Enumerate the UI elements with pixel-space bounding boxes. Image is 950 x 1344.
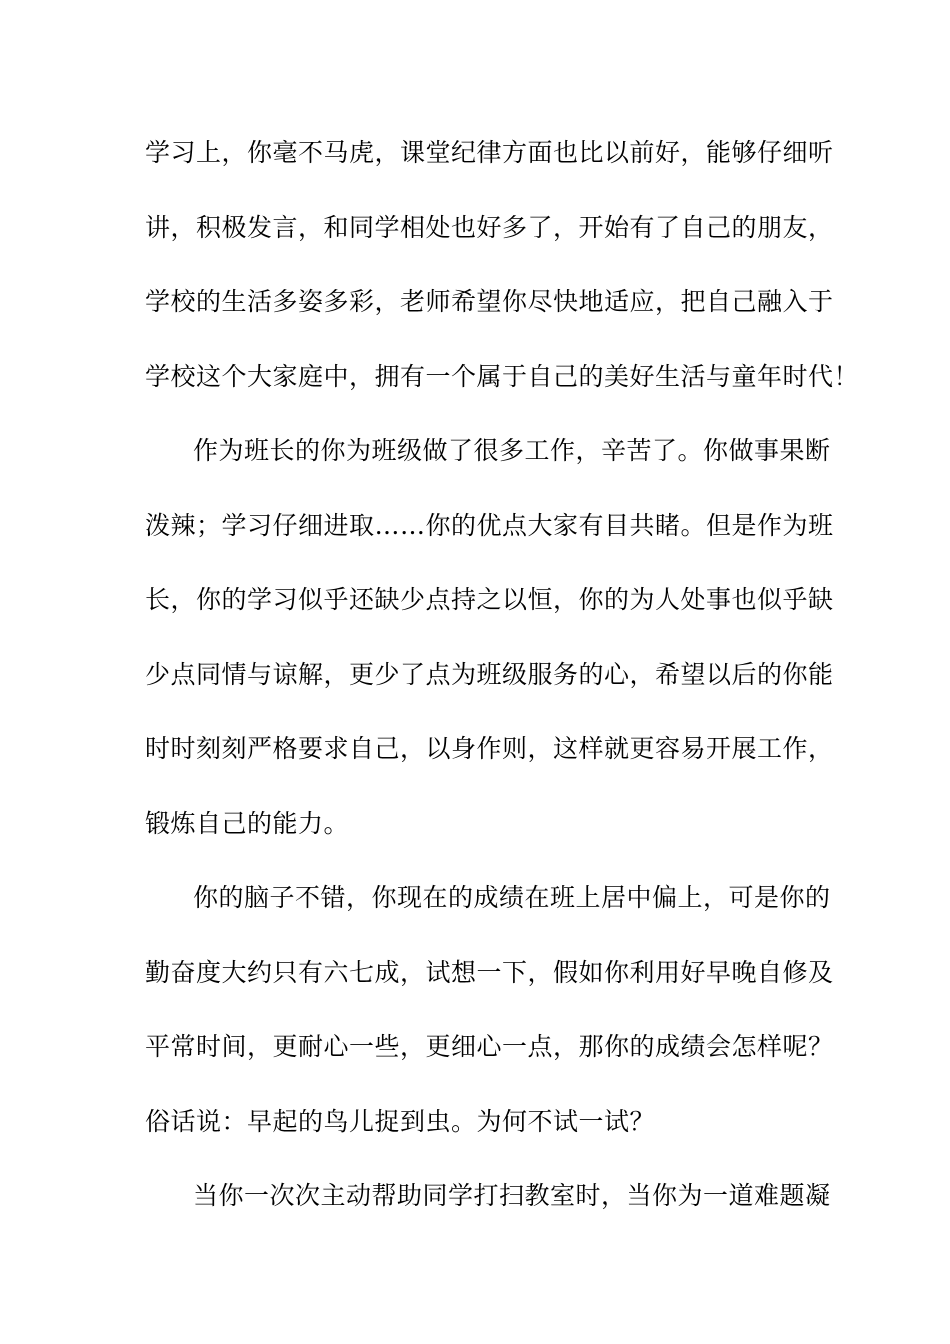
text-line-11: 你的脑子不错，你现在的成绩在班上居中偏上，可是你的 xyxy=(193,883,831,912)
text-line-4: 学校这个大家庭中，拥有一个属于自己的美好生活与童年时代！ xyxy=(145,361,860,391)
document-body xyxy=(145,128,860,1246)
text-line-13: 平常时间，更耐心一些，更细心一点，那你的成绩会怎样呢？ xyxy=(145,1032,834,1061)
text-line-8: 少点同情与谅解，更少了点为班级服务的心，希望以后的你能 xyxy=(145,659,834,689)
text-line-12: 勤奋度大约只有六七成，试想一下，假如你利用好早晚自修及 xyxy=(145,957,834,987)
text-line-10: 锻炼自己的能力。 xyxy=(145,808,350,838)
text-line-6: 泼辣；学习仔细进取……你的优点大家有目共睹。但是作为班 xyxy=(145,510,834,540)
text-line-3: 学校的生活多姿多彩，老师希望你尽快地适应，把自己融入于 xyxy=(145,287,834,316)
text-line-14: 俗话说：早起的鸟儿捉到虫。为何不试一试？ xyxy=(145,1106,656,1136)
text-line-5: 作为班长的你为班级做了很多工作，辛苦了。你做事果断 xyxy=(193,436,831,465)
text-line-1: 学习上，你毫不马虎，课堂纪律方面也比以前好，能够仔细听 xyxy=(145,138,834,167)
text-line-9: 时时刻刻严格要求自己，以身作则，这样就更容易开展工作， xyxy=(145,734,834,763)
text-line-2: 讲，积极发言，和同学相处也好多了，开始有了自己的朋友， xyxy=(145,212,834,242)
text-line-7: 长，你的学习似乎还缺少点持之以恒，你的为人处事也似乎缺 xyxy=(145,585,834,614)
text-line-15: 当你一次次主动帮助同学打扫教室时，当你为一道难题凝 xyxy=(193,1181,831,1210)
